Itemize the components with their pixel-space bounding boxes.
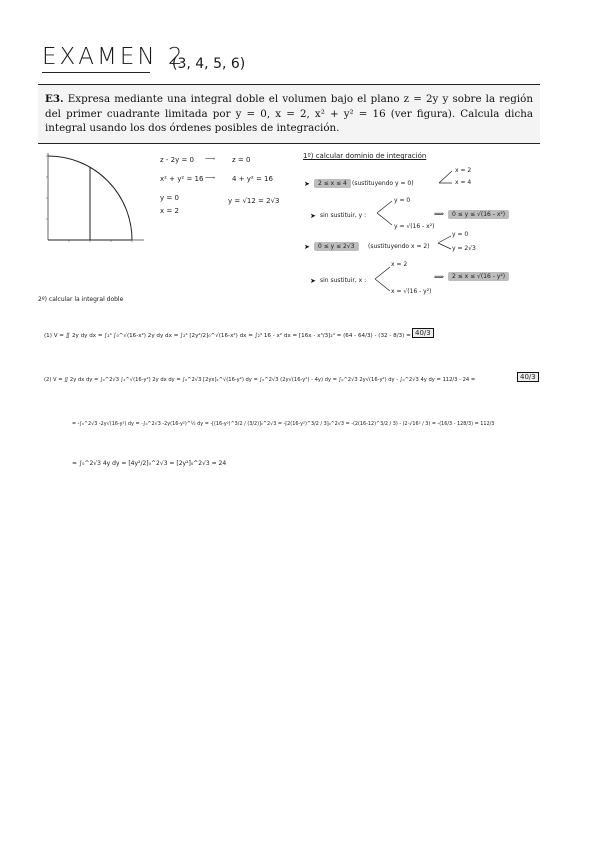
arrow-1: ⟶	[205, 155, 216, 163]
domain-pill-3: 0 ≤ y ≤ 2√3	[314, 242, 359, 251]
domain-note-1: (sustituyendo y = 0)	[352, 180, 414, 187]
branch-4b: x = √(16 - y²)	[391, 288, 432, 295]
branch-4	[374, 264, 392, 294]
branch-1	[438, 168, 454, 186]
branch-3	[437, 234, 453, 252]
domain-row-2: sin sustituir, y :	[320, 212, 367, 219]
eq-1-right: z = 0	[232, 156, 251, 164]
problem-label: E3.	[45, 93, 64, 105]
problem-statement-box	[38, 84, 540, 144]
axis-ticks	[46, 156, 132, 242]
bullet-2: ➤	[310, 212, 316, 220]
branch-2b: y = √(16 - x²)	[394, 223, 435, 230]
bullet-3: ➤	[304, 243, 310, 251]
domain-result-2: 0 ≤ y ≤ √(16 - x²)	[448, 210, 509, 219]
problem-text	[45, 92, 533, 136]
calc-line-4: = ∫₀^2√3 4y dy = [4y²/2]₀^2√3 = [2y²]₀^2√3 = 24	[72, 460, 227, 467]
implies-2: ⟹	[434, 210, 445, 218]
domain-note-3: (sustituyendo x = 2)	[368, 243, 430, 250]
implies-4: ⟹	[434, 273, 445, 281]
domain-row-4: sin sustituir, x :	[320, 277, 367, 284]
step2-heading: 2º) calcular la integral doble	[38, 296, 124, 303]
title-underline	[42, 72, 150, 73]
eq-1-left: z - 2y = 0	[160, 156, 195, 164]
eq-4-left: x = 2	[160, 207, 179, 215]
eq-2-right: 4 + y² = 16	[232, 175, 273, 183]
branch-3a: y = 0	[452, 231, 469, 238]
calc-result-1: 40/3	[412, 328, 434, 338]
exam-title: EXAMEN 2	[42, 44, 186, 70]
branch-2a: y = 0	[394, 197, 411, 204]
calc-line-3: = -∫₀^2√3 -2y√(16-y²) dy = -∫₀^2√3 -2y(16-y²)^½ dy = -[(16-y²)^3/2 / (3/2)]₀^2√3 = -[2(16-y²)^3/2 / 3]₀^2√3 = -(2(16-12)^3/2 / 3) - (2·√16³ / 3) = -(16/3 - 128/3) = 112/3	[72, 421, 495, 427]
exam-subtitle: (3, 4, 5, 6)	[172, 56, 246, 72]
calc-line-1: (1) V = ∬ 2y dy dx = ∫₂⁴ ∫₀^√(16-x²) 2y dy dx = ∫₂⁴ [2y²/2]₀^√(16-x²) dx = ∫₂⁴ 16 - x² dx = [16x - x³/3]₂⁴ = (64 - 64/3) - (32 - 8/3) =	[44, 333, 411, 339]
eq-3-right: y = √12 = 2√3	[228, 197, 280, 205]
domain-heading: 1º) calcular dominio de integración	[303, 152, 427, 160]
eq-2-left: x² + y² = 16	[160, 175, 204, 183]
bullet-4: ➤	[310, 277, 316, 285]
problem-body: Expresa mediante una integral doble el volumen bajo el plano z = 2y y sobre la región del primer cuadrante limitada por y = 0, x = 2, x² + y² = 16 (ver figura). Calcula dicha integral usando los dos órdenes posibles de integración.	[45, 93, 533, 134]
branch-3b: y = 2√3	[452, 245, 476, 252]
branch-1b: x = 4	[455, 179, 472, 186]
calc-result-2: 40/3	[517, 372, 539, 382]
calc-line-2: (2) V = ∬ 2y dx dy = ∫₀^2√3 ∫₂^√(16-y²) 2y dx dy = ∫₀^2√3 [2yx]₂^√(16-y²) dy = ∫₀^2√3 (2y√(16-y²) - 4y) dy = ∫₀^2√3 2y√(16-y²) dy - ∫₀^2√3 4y dy = 112/3 - 24 =	[44, 377, 476, 383]
domain-pill-1: 2 ≤ x ≤ 4	[314, 179, 351, 188]
region-figure	[40, 150, 148, 248]
branch-4a: x = 2	[391, 261, 408, 268]
eq-3-left: y = 0	[160, 194, 179, 202]
branch-2	[376, 198, 394, 228]
branch-1a: x = 2	[455, 167, 472, 174]
arrow-2: ⟶	[205, 174, 216, 182]
bullet-1: ➤	[304, 180, 310, 188]
domain-result-4: 2 ≤ x ≤ √(16 - y²)	[448, 272, 509, 281]
